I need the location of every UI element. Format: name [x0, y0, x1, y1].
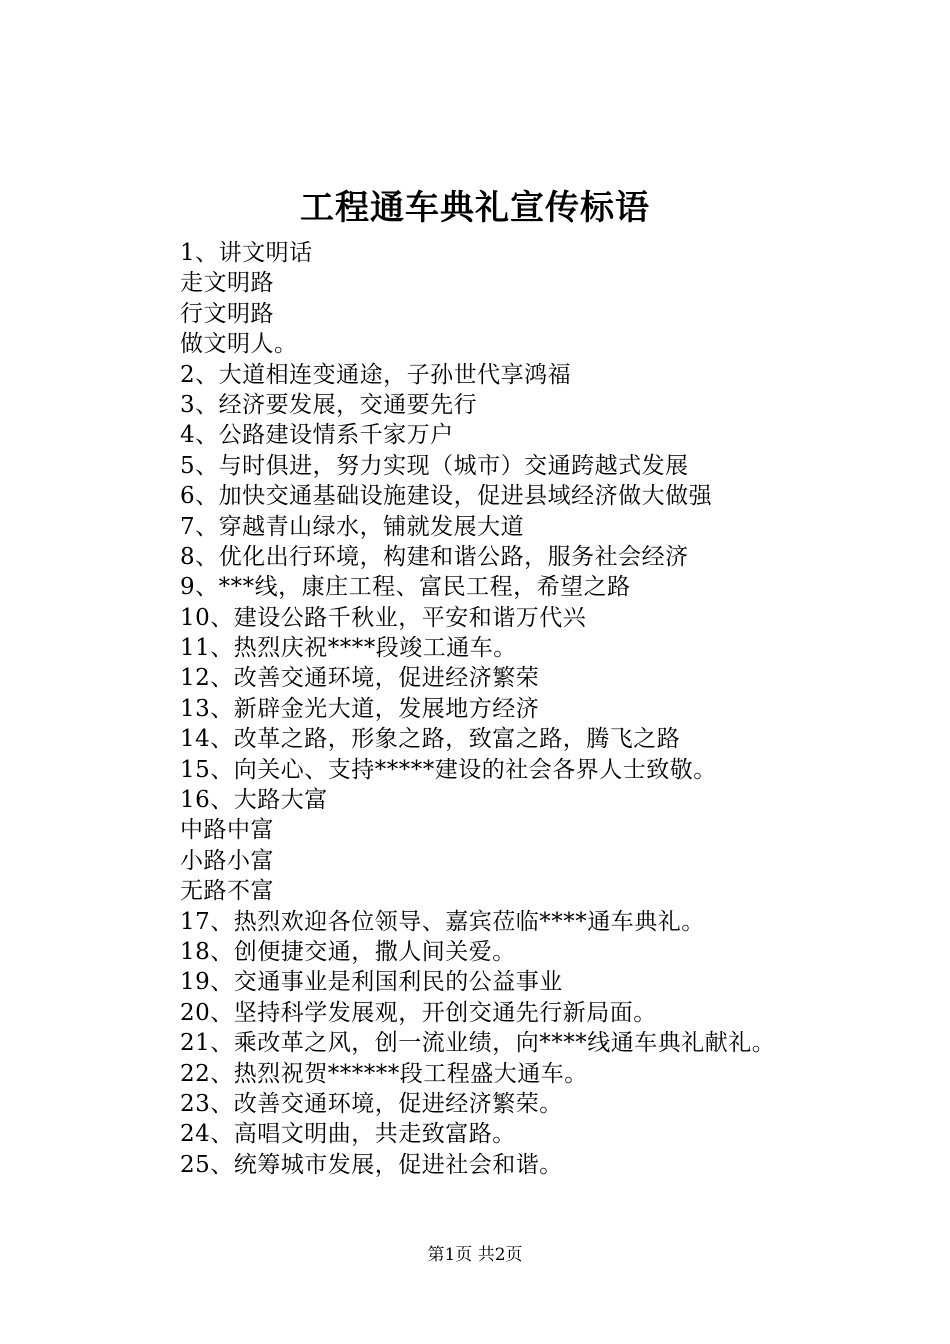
- document-title: 工程通车典礼宣传标语: [300, 188, 650, 228]
- slogan-line: 21、乘改革之风，创一流业绩，向****线通车典礼献礼。: [180, 1030, 776, 1057]
- slogan-list: [180, 238, 775, 1180]
- slogan-line: 中路中富: [180, 817, 274, 844]
- slogan-line: 9、***线，康庄工程、富民工程，希望之路: [180, 574, 631, 601]
- slogan-line: 6、加快交通基础设施建设，促进县域经济做大做强: [180, 483, 713, 510]
- slogan-line: 12、改善交通环境，促进经济繁荣: [180, 665, 540, 692]
- slogan-line: 无路不富: [180, 878, 274, 905]
- slogan-line: 走文明路: [180, 270, 274, 297]
- slogan-line: 24、高唱文明曲，共走致富路。: [180, 1121, 516, 1148]
- slogan-line: 25、统筹城市发展，促进社会和谐。: [180, 1151, 563, 1178]
- slogan-line: 19、交通事业是利国利民的公益事业: [180, 969, 563, 996]
- slogan-line: 做文明人。: [180, 331, 298, 358]
- slogan-line: 14、改革之路，形象之路，致富之路，腾飞之路: [180, 726, 681, 753]
- slogan-line: 7、穿越青山绿水，铺就发展大道: [180, 513, 525, 540]
- slogan-line: 16、大路大富: [180, 787, 328, 814]
- slogan-line: 8、优化出行环境，构建和谐公路，服务社会经济: [180, 543, 689, 570]
- slogan-line: 13、新辟金光大道，发展地方经济: [180, 695, 540, 722]
- slogan-line: 3、经济要发展，交通要先行: [180, 391, 478, 418]
- slogan-line: 11、热烈庆祝****段竣工通车。: [180, 635, 517, 662]
- page-number-footer: 第1页 共2页: [427, 1245, 523, 1265]
- slogan-line: 5、与时俱进，努力实现（城市）交通跨越式发展: [180, 452, 689, 479]
- slogan-line: 行文明路: [180, 300, 274, 327]
- slogan-line: 23、改善交通环境，促进经济繁荣。: [180, 1090, 563, 1117]
- slogan-line: 1、讲文明话: [180, 240, 313, 266]
- slogan-line: 18、创便捷交通，撒人间关爱。: [180, 938, 516, 965]
- slogan-line: 15、向关心、支持*****建设的社会各界人士致敬。: [180, 756, 717, 783]
- slogan-line: 10、建设公路千秋业，平安和谐万代兴: [180, 604, 587, 631]
- slogan-line: 小路小富: [180, 847, 274, 874]
- slogan-line: 20、坚持科学发展观，开创交通先行新局面。: [180, 999, 657, 1026]
- slogan-line: 4、公路建设情系千家万户: [180, 422, 454, 449]
- slogan-line: 22、热烈祝贺******段工程盛大通车。: [180, 1060, 588, 1087]
- slogan-line: 2、大道相连变通途，子孙世代享鸿福: [180, 361, 572, 388]
- slogan-line: 17、热烈欢迎各位领导、嘉宾莅临****通车典礼。: [180, 908, 705, 935]
